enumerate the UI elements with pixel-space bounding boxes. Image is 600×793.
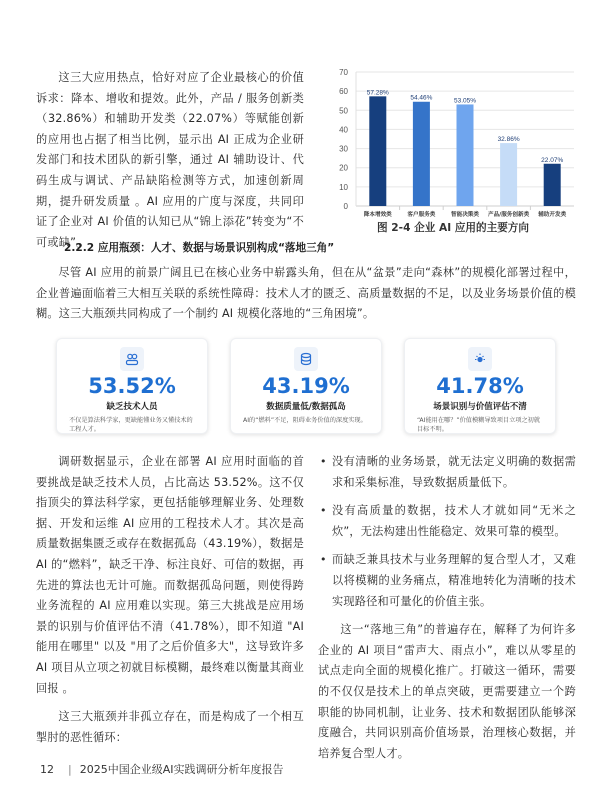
chart-title: 图 2-4 企业 AI 应用的主要方向 bbox=[377, 222, 529, 234]
stat-card-data bbox=[230, 338, 382, 434]
stat-cards bbox=[56, 338, 561, 434]
left-paragraph-1: 调研数据显示，企业在部署 AI 应用时面临的首要挑战是缺乏技术人员，占比高达 53.52%。这不仅指顶尖的算法科学家，更包括能够理解业务、处理数据、开发和运维 AI 应用的工程技术人才。其次是高质量数据集匮乏或存在数据孤岛（43.19%），数据是 AI 的“燃料”，缺乏干净、标注良好、可信的数据，再先进的算法也无计可施。而数据孤岛问题，则使得跨业务流程的 AI 应用难以实现。第三大挑战是应用场景的识别与价值评估不清（41.78%），即不知道 "AI 能用在哪里" 以及 "用了之后价值多大"，这导致许多 AI 项目从立项之初就目标模糊，最终难以衡量其商业回报 。 bbox=[36, 455, 304, 695]
stat-title: 场景识别与价值评估不清 bbox=[433, 402, 527, 412]
data-label: 22.07% bbox=[541, 156, 564, 164]
y-tick-label: 40 bbox=[339, 125, 348, 135]
x-tick-label: 产品/服务创新类 bbox=[487, 212, 530, 218]
left-paragraph-2: 这三大瓶颈并非孤立存在，而是构成了一个相互掣肘的恶性循环： bbox=[36, 710, 304, 744]
bar bbox=[413, 102, 430, 206]
y-tick-label: 50 bbox=[339, 106, 348, 116]
x-tick-label: 客户服务类 bbox=[407, 212, 436, 218]
intro-section bbox=[36, 68, 304, 253]
section-heading: 2.2.2 应用瓶颈：人才、数据与场景识别构成“落地三角” bbox=[64, 242, 335, 254]
y-tick-label: 30 bbox=[339, 144, 348, 154]
bar bbox=[457, 104, 474, 206]
stat-percent: 41.78% bbox=[436, 374, 524, 398]
stat-percent: 43.19% bbox=[262, 374, 350, 398]
right-paragraph: 这一“落地三角”的普遍存在，解释了为何许多企业的 AI 项目“雷声大、雨点小”，难以从零星的试点走向全面的规模化推广。打破这一循环，需要的不仅仅是技术上的单点突破，更需要建立一个跨职能的协同机制，让业务、技术和数据团队能够深度融合，共同识别高价值场景，治理核心数据，并培养复合型人才。 bbox=[318, 623, 576, 760]
data-label: 54.46% bbox=[410, 94, 433, 102]
lightbulb-icon bbox=[468, 347, 492, 371]
y-tick-label: 0 bbox=[343, 202, 348, 211]
left-column bbox=[36, 452, 304, 748]
bar-chart bbox=[326, 64, 580, 244]
right-column bbox=[318, 452, 576, 764]
section-body bbox=[36, 263, 576, 325]
y-tick-label: 60 bbox=[339, 87, 348, 97]
intro-paragraph: 这三大应用热点，恰好对应了企业最核心的价值诉求：降本、增收和提效。此外，产品 / 服务创新类（32.86%）和辅助开发类（22.07%）等赋能创新的应用也占据了相当比例，显示出 AI 正成为企业研发部门和技术团队的新引擎，通过 AI 辅助设计、代码生成与调试、产品缺陷检测等方式，加速创新周期，提升研发质量 。AI 应用的广度与深度，共同印证了企业对 AI 价值的认知已从“锦上添花”转变为“不可或缺”。 bbox=[36, 71, 304, 249]
x-tick-label: 智能决策类 bbox=[451, 212, 479, 218]
y-tick-label: 20 bbox=[339, 163, 348, 173]
stat-card-scenario bbox=[404, 338, 556, 434]
chart-svg bbox=[326, 64, 580, 220]
bullet-text: 而缺乏兼具技术与业务理解的复合型人才，又难以将模糊的业务痛点，精准地转化为清晰的技术实现路径和可量化的价值主张。 bbox=[332, 553, 576, 608]
page-number: 12 bbox=[40, 763, 54, 776]
bar bbox=[369, 96, 386, 206]
data-label: 53.05% bbox=[453, 97, 477, 105]
users-icon bbox=[120, 347, 144, 371]
x-tick-label: 降本增效类 bbox=[363, 212, 392, 218]
stat-desc: 不仅是算法科学家，更缺能懂业务又懂技术的工程人才。 bbox=[69, 417, 193, 433]
bullet-text: 没有高质量的数据，技术人才就如同“无米之炊”，无法构建出性能稳定、效果可靠的模型。 bbox=[332, 504, 576, 538]
stat-card-talent bbox=[56, 338, 208, 434]
bullet-icon: • bbox=[320, 455, 327, 468]
data-label: 57.28% bbox=[366, 89, 389, 97]
bullet-text: 没有清晰的业务场景，就无法定义明确的数据需求和采集标准，导致数据质量低下。 bbox=[332, 455, 576, 489]
page-footer bbox=[40, 761, 283, 777]
stat-title: 缺乏技术人员 bbox=[106, 402, 158, 412]
bullet-item bbox=[318, 501, 576, 542]
bar bbox=[544, 164, 561, 206]
stat-desc: “AI能用在哪？”价值模糊导致项目立项之初就目标不明。 bbox=[417, 417, 541, 433]
section-paragraph: 尽管 AI 应用的前景广阔且已在核心业务中崭露头角，但在从“盆景”走向“森林”的规模化部署过程中，企业普遍面临着三大相互关联的系统性障碍：技术人才的匮乏、高质量数据的不足，以及业务场景价值的模糊。这三大瓶颈共同构成了一个制约 AI 规模化落地的“三角困境”。 bbox=[36, 266, 576, 321]
footer-separator: | bbox=[68, 763, 72, 776]
bullet-item bbox=[318, 550, 576, 612]
bar bbox=[500, 143, 517, 206]
y-tick-label: 10 bbox=[339, 182, 348, 192]
report-title: 2025中国企业级AI实践调研分析年度报告 bbox=[79, 763, 284, 776]
y-tick-label: 70 bbox=[339, 68, 348, 77]
bullet-item bbox=[318, 452, 576, 493]
database-icon bbox=[294, 347, 318, 371]
stat-percent: 53.52% bbox=[88, 374, 176, 398]
data-label: 32.86% bbox=[497, 136, 520, 144]
x-tick-label: 辅助开发类 bbox=[538, 212, 567, 218]
bullet-icon: • bbox=[320, 553, 327, 567]
stat-desc: AI的“燃料”不足，阻碍业务价值的深度实现。 bbox=[243, 417, 367, 424]
bullet-icon: • bbox=[320, 504, 327, 518]
stat-title: 数据质量低/数据孤岛 bbox=[266, 402, 346, 412]
